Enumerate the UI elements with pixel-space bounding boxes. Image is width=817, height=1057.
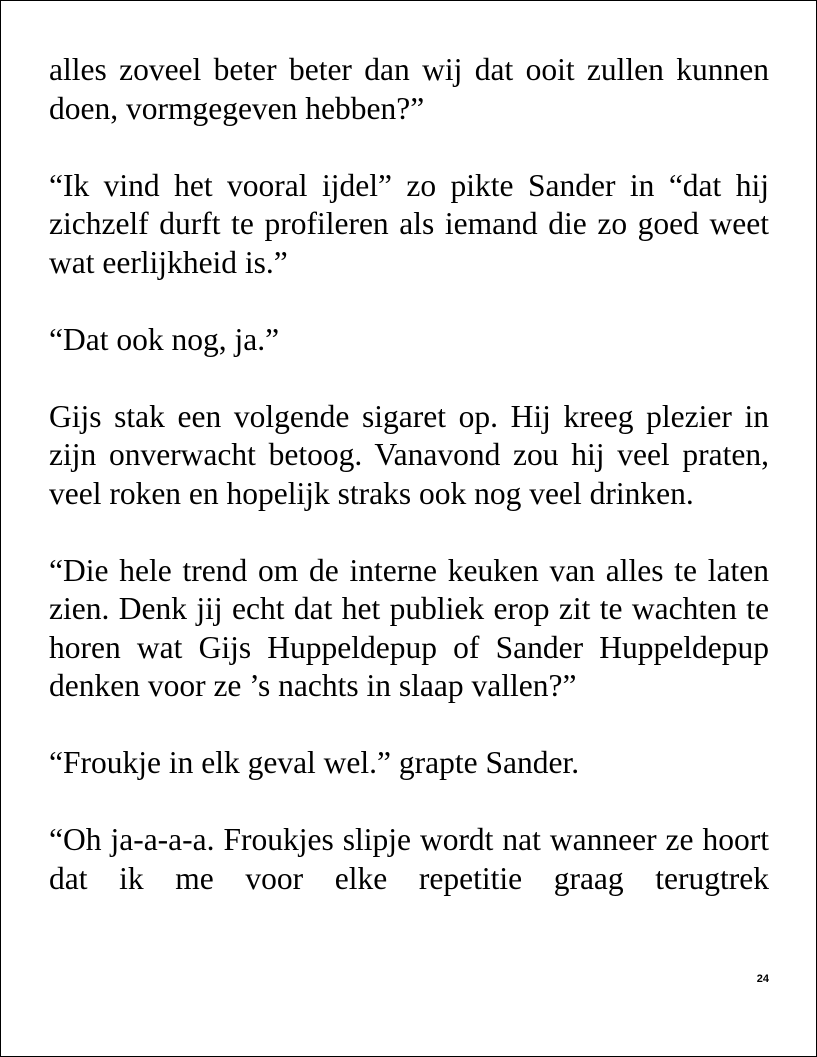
paragraph: “Oh ja-a-a-a. Froukjes slipje wordt nat wanneer ze hoort dat ik me voor elke repetitie graag terugtrek [49,822,769,896]
paragraph: “Die hele trend om de interne keuken van alles te laten zien. Denk jij echt dat het publiek erop zit te wachten te horen wat Gijs Huppeldepup of Sander Huppeldepup denken voor ze ’s nachts in slaap vallen?” [49,552,769,703]
paragraph: “Froukje in elk geval wel.” grapte Sander. [49,745,580,780]
paragraph: “Ik vind het vooral ijdel” zo pikte Sander in “dat hij zichzelf durft te profileren als iemand die zo goed weet wat eerlijkheid is.” [49,167,769,280]
paragraph: Gijs stak een volgende sigaret op. Hij kreeg plezier in zijn onverwacht betoog. Vanavond zou hij veel praten, veel roken en hopelijk straks ook nog veel drinken. [49,398,769,511]
paragraph: “Dat ook nog, ja.” [49,321,280,357]
body-text [49,51,769,898]
page-number: 24 [756,973,769,985]
paragraph: alles zoveel beter beter dan wij dat ooit zullen kunnen doen, vormgegeven hebben?” [49,52,769,126]
